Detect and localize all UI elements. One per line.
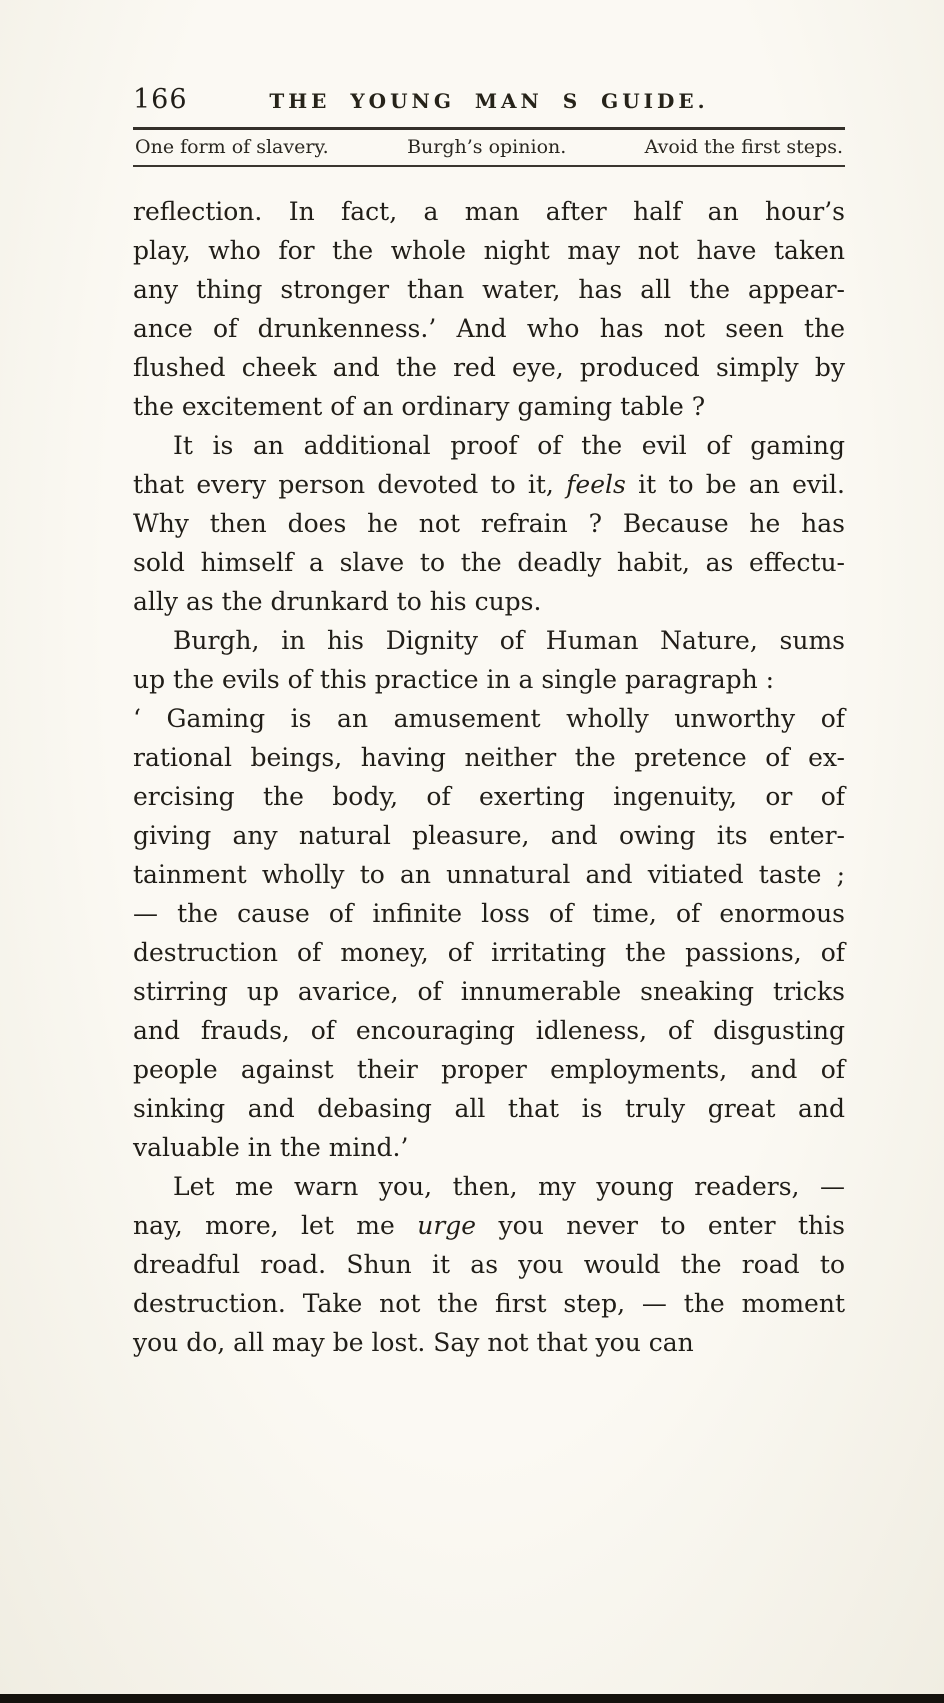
text-line — [133, 660, 845, 699]
text-segment: tainment wholly to an unnatural and vitiated taste ; — [133, 860, 845, 889]
paragraph — [133, 621, 845, 699]
text-line — [133, 738, 845, 777]
guide-word-left: One form of slavery. — [135, 136, 329, 158]
text-segment: flushed cheek and the red eye, produced simply by — [133, 353, 845, 382]
text-line — [133, 192, 845, 231]
text-line — [133, 1050, 845, 1089]
italic-text: feels — [566, 470, 626, 499]
text-line — [133, 1284, 845, 1323]
text-line — [133, 1167, 845, 1206]
text-segment: sold himself a slave to the deadly habit, as effectu- — [133, 548, 845, 577]
text-line — [133, 426, 845, 465]
text-segment: ‘ Gaming is an amusement wholly unworthy of — [133, 704, 845, 733]
text-line — [133, 777, 845, 816]
text-segment: reflection. In fact, a man after half an hour’s — [133, 197, 845, 226]
text-line — [133, 1128, 845, 1167]
paragraph — [133, 699, 845, 1167]
body-text — [133, 192, 845, 1362]
text-segment: and frauds, of encouraging idleness, of disgusting — [133, 1016, 845, 1045]
text-segment: up the evils of this practice in a single paragraph : — [133, 665, 775, 694]
text-segment: the excitement of an ordinary gaming table ? — [133, 392, 706, 421]
text-segment: valuable in the mind.’ — [133, 1133, 409, 1162]
text-line — [133, 972, 845, 1011]
text-segment: it to be an evil. — [625, 470, 845, 499]
text-line — [133, 543, 845, 582]
paragraph — [133, 192, 845, 426]
text-segment: ance of drunkenness.’ And who has not seen the — [133, 314, 845, 343]
text-line — [133, 1089, 845, 1128]
text-line — [133, 1245, 845, 1284]
text-segment: destruction. Take not the first step, — the moment — [133, 1289, 845, 1318]
text-line — [133, 816, 845, 855]
text-line — [133, 894, 845, 933]
text-line — [133, 582, 845, 621]
text-segment: you never to enter this — [476, 1211, 845, 1240]
scan-bottom-edge — [0, 1694, 944, 1703]
text-line — [133, 699, 845, 738]
text-line — [133, 1206, 845, 1245]
text-line — [133, 1011, 845, 1050]
italic-text: urge — [417, 1211, 477, 1240]
running-title: THE YOUNG MAN S GUIDE. — [269, 89, 709, 113]
guide-word-center: Burgh’s opinion. — [407, 136, 567, 158]
text-segment: that every person devoted to it, — [133, 470, 567, 499]
text-line — [133, 231, 845, 270]
text-line — [133, 465, 845, 504]
text-segment: — the cause of infinite loss of time, of enormous — [133, 899, 845, 928]
page-content — [133, 84, 845, 1362]
text-line — [133, 309, 845, 348]
text-segment: you do, all may be lost. Say not that you can — [133, 1328, 694, 1357]
text-segment: destruction of money, of irritating the passions, of — [133, 938, 845, 967]
text-segment: stirring up avarice, of innumerable sneaking tricks — [133, 977, 845, 1006]
text-line — [133, 270, 845, 309]
paragraph — [133, 1167, 845, 1362]
text-segment: dreadful road. Shun it as you would the road to — [133, 1250, 845, 1279]
text-segment: ally as the drunkard to his cups. — [133, 587, 542, 616]
text-segment: Burgh, in his Dignity of Human Nature, sums — [173, 626, 845, 655]
text-segment: It is an additional proof of the evil of gaming — [173, 431, 845, 460]
text-segment: rational beings, having neither the pretence of ex- — [133, 743, 845, 772]
page-number: 166 — [133, 84, 188, 115]
guide-word-right: Avoid the first steps. — [644, 136, 843, 158]
guide-words-row — [133, 130, 845, 165]
text-segment: nay, more, let me — [133, 1211, 418, 1240]
text-line — [133, 1323, 845, 1362]
header-rule-bottom — [133, 165, 845, 167]
page-header — [133, 84, 845, 120]
text-line — [133, 387, 845, 426]
text-segment: sinking and debasing all that is truly great and — [133, 1094, 845, 1123]
text-segment: Why then does he not refrain ? Because he has — [133, 509, 845, 538]
text-line — [133, 504, 845, 543]
text-line — [133, 621, 845, 660]
text-line — [133, 855, 845, 894]
paragraph — [133, 426, 845, 621]
text-segment: giving any natural pleasure, and owing its enter- — [133, 821, 845, 850]
text-segment: people against their proper employments, and of — [133, 1055, 845, 1084]
text-segment: play, who for the whole night may not have taken — [133, 236, 845, 265]
text-line — [133, 933, 845, 972]
text-line — [133, 348, 845, 387]
text-segment: ercising the body, of exerting ingenuity, or of — [133, 782, 845, 811]
text-segment: any thing stronger than water, has all the appear- — [133, 275, 845, 304]
text-segment: Let me warn you, then, my young readers, — — [173, 1172, 845, 1201]
